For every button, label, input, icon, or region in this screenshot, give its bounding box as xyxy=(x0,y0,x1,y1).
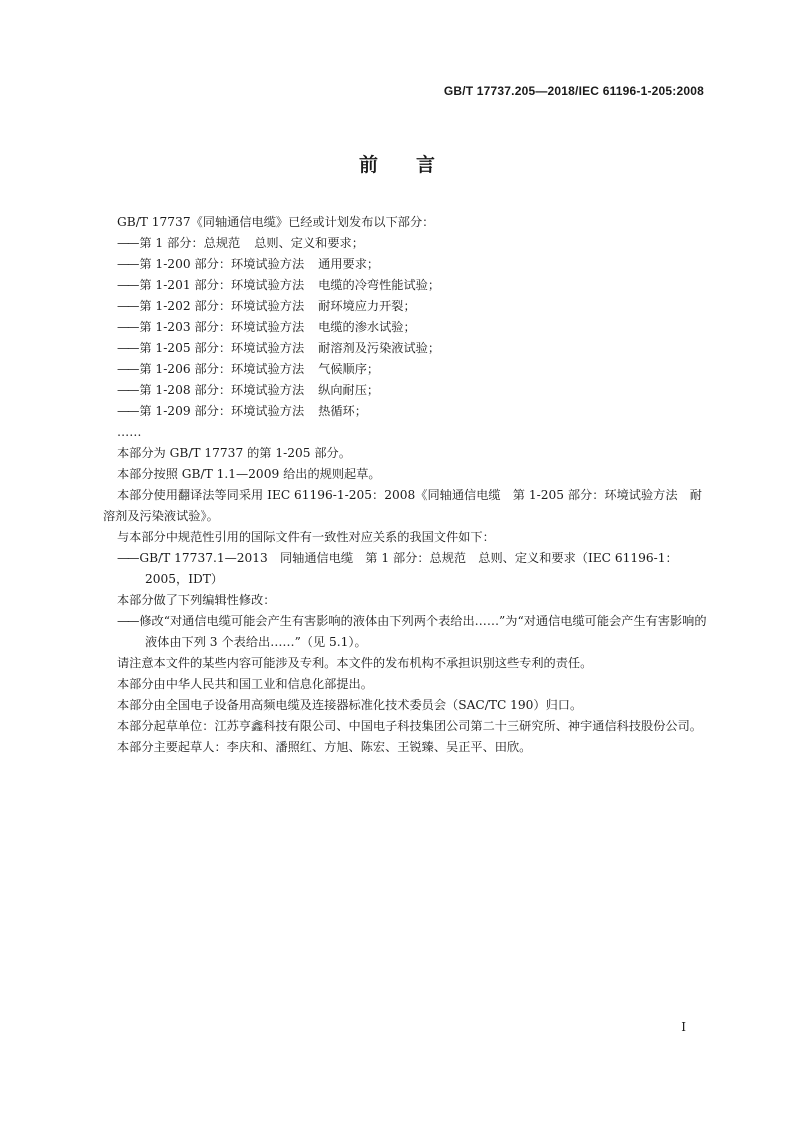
dash-symbol: —— xyxy=(117,257,138,271)
part-number: 第 1-209 部分：环境试验方法 xyxy=(139,404,305,418)
part-number: 第 1-202 部分：环境试验方法 xyxy=(139,299,305,313)
part-number: 第 1-208 部分：环境试验方法 xyxy=(139,383,305,397)
editorial-change-text: 修改“对通信电缆可能会产生有害影响的液体由下列两个表给出……”为“对通信电缆可能会产生有害影响的液体由下列 3 个表给出……”（见 5.1）。 xyxy=(139,614,707,649)
paragraph-part-number: 本部分为 GB/T 17737 的第 1-205 部分。 xyxy=(117,446,351,460)
reference-list-item xyxy=(103,548,707,590)
part-number: 第 1 部分：总规范 xyxy=(139,236,241,250)
part-number: 第 1-203 部分：环境试验方法 xyxy=(139,320,305,334)
editorial-change-item xyxy=(103,611,707,653)
dash-symbol: —— xyxy=(117,278,138,292)
part-list-item xyxy=(103,380,707,401)
paragraph-drafters: 本部分主要起草人：李庆和、潘照红、方旭、陈宏、王锐臻、吴正平、田欣。 xyxy=(117,740,532,754)
part-name: 纵向耐压； xyxy=(318,383,380,397)
part-name: 气候顺序； xyxy=(318,362,380,376)
reference-text: GB/T 17737.1—2013 同轴通信电缆 第 1 部分：总规范 总则、定义和要求（IEC 61196-1：2005，IDT） xyxy=(139,551,678,586)
intro-paragraph: GB/T 17737《同轴通信电缆》已经或计划发布以下部分： xyxy=(117,215,435,229)
paragraph-drafting-rules: 本部分按照 GB/T 1.1—2009 给出的规则起草。 xyxy=(117,467,381,481)
ellipsis: …… xyxy=(117,425,142,439)
part-list-item xyxy=(103,275,707,296)
part-name: 通用要求； xyxy=(318,257,380,271)
part-list-item xyxy=(103,254,707,275)
part-number: 第 1-206 部分：环境试验方法 xyxy=(139,362,305,376)
part-list-item xyxy=(103,359,707,380)
dash-symbol: —— xyxy=(117,236,138,250)
paragraph-proposed-by: 本部分由中华人民共和国工业和信息化部提出。 xyxy=(117,677,373,691)
dash-symbol: —— xyxy=(117,362,138,376)
part-name: 耐溶剂及污染液试验； xyxy=(318,341,441,355)
dash-symbol: —— xyxy=(117,299,138,313)
dash-symbol: —— xyxy=(117,341,138,355)
paragraph-drafting-units: 本部分起草单位：江苏亨鑫科技有限公司、中国电子科技集团公司第二十三研究所、神宇通信科技股份公司。 xyxy=(117,719,702,733)
paragraph-editorial-changes: 本部分做了下列编辑性修改： xyxy=(117,593,276,607)
part-number: 第 1-200 部分：环境试验方法 xyxy=(139,257,305,271)
page-number: I xyxy=(681,1020,686,1034)
foreword-body xyxy=(103,212,707,758)
part-name: 热循环； xyxy=(318,404,367,418)
part-list-item xyxy=(103,338,707,359)
part-list-item xyxy=(103,296,707,317)
standard-code-header: GB/T 17737.205—2018/IEC 61196-1-205:2008 xyxy=(443,84,704,98)
dash-symbol: —— xyxy=(117,383,138,397)
dash-symbol: —— xyxy=(117,614,138,628)
part-name: 耐环境应力开裂； xyxy=(318,299,416,313)
paragraph-translation-method: 本部分使用翻译法等同采用 IEC 61196-1-205：2008《同轴通信电缆 第 1-205 部分：环境试验方法 耐溶剂及污染液试验》。 xyxy=(103,488,702,523)
part-list-item xyxy=(103,401,707,422)
part-list-item xyxy=(103,233,707,254)
part-name: 电缆的渗水试验； xyxy=(318,320,416,334)
part-number: 第 1-205 部分：环境试验方法 xyxy=(139,341,305,355)
paragraph-patent-notice: 请注意本文件的某些内容可能涉及专利。本文件的发布机构不承担识别这些专利的责任。 xyxy=(117,656,593,670)
dash-symbol: —— xyxy=(117,320,138,334)
part-name: 总则、定义和要求； xyxy=(254,236,364,250)
part-number: 第 1-201 部分：环境试验方法 xyxy=(139,278,305,292)
paragraph-centralized-by: 本部分由全国电子设备用高频电缆及连接器标准化技术委员会（SAC/TC 190）归口。 xyxy=(117,698,583,712)
part-name: 电缆的冷弯性能试验； xyxy=(318,278,441,292)
page-title: 前言 xyxy=(358,154,473,176)
dash-symbol: —— xyxy=(117,551,138,565)
part-list-item xyxy=(103,317,707,338)
paragraph-normative-references: 与本部分中规范性引用的国际文件有一致性对应关系的我国文件如下： xyxy=(117,530,495,544)
dash-symbol: —— xyxy=(117,404,138,418)
